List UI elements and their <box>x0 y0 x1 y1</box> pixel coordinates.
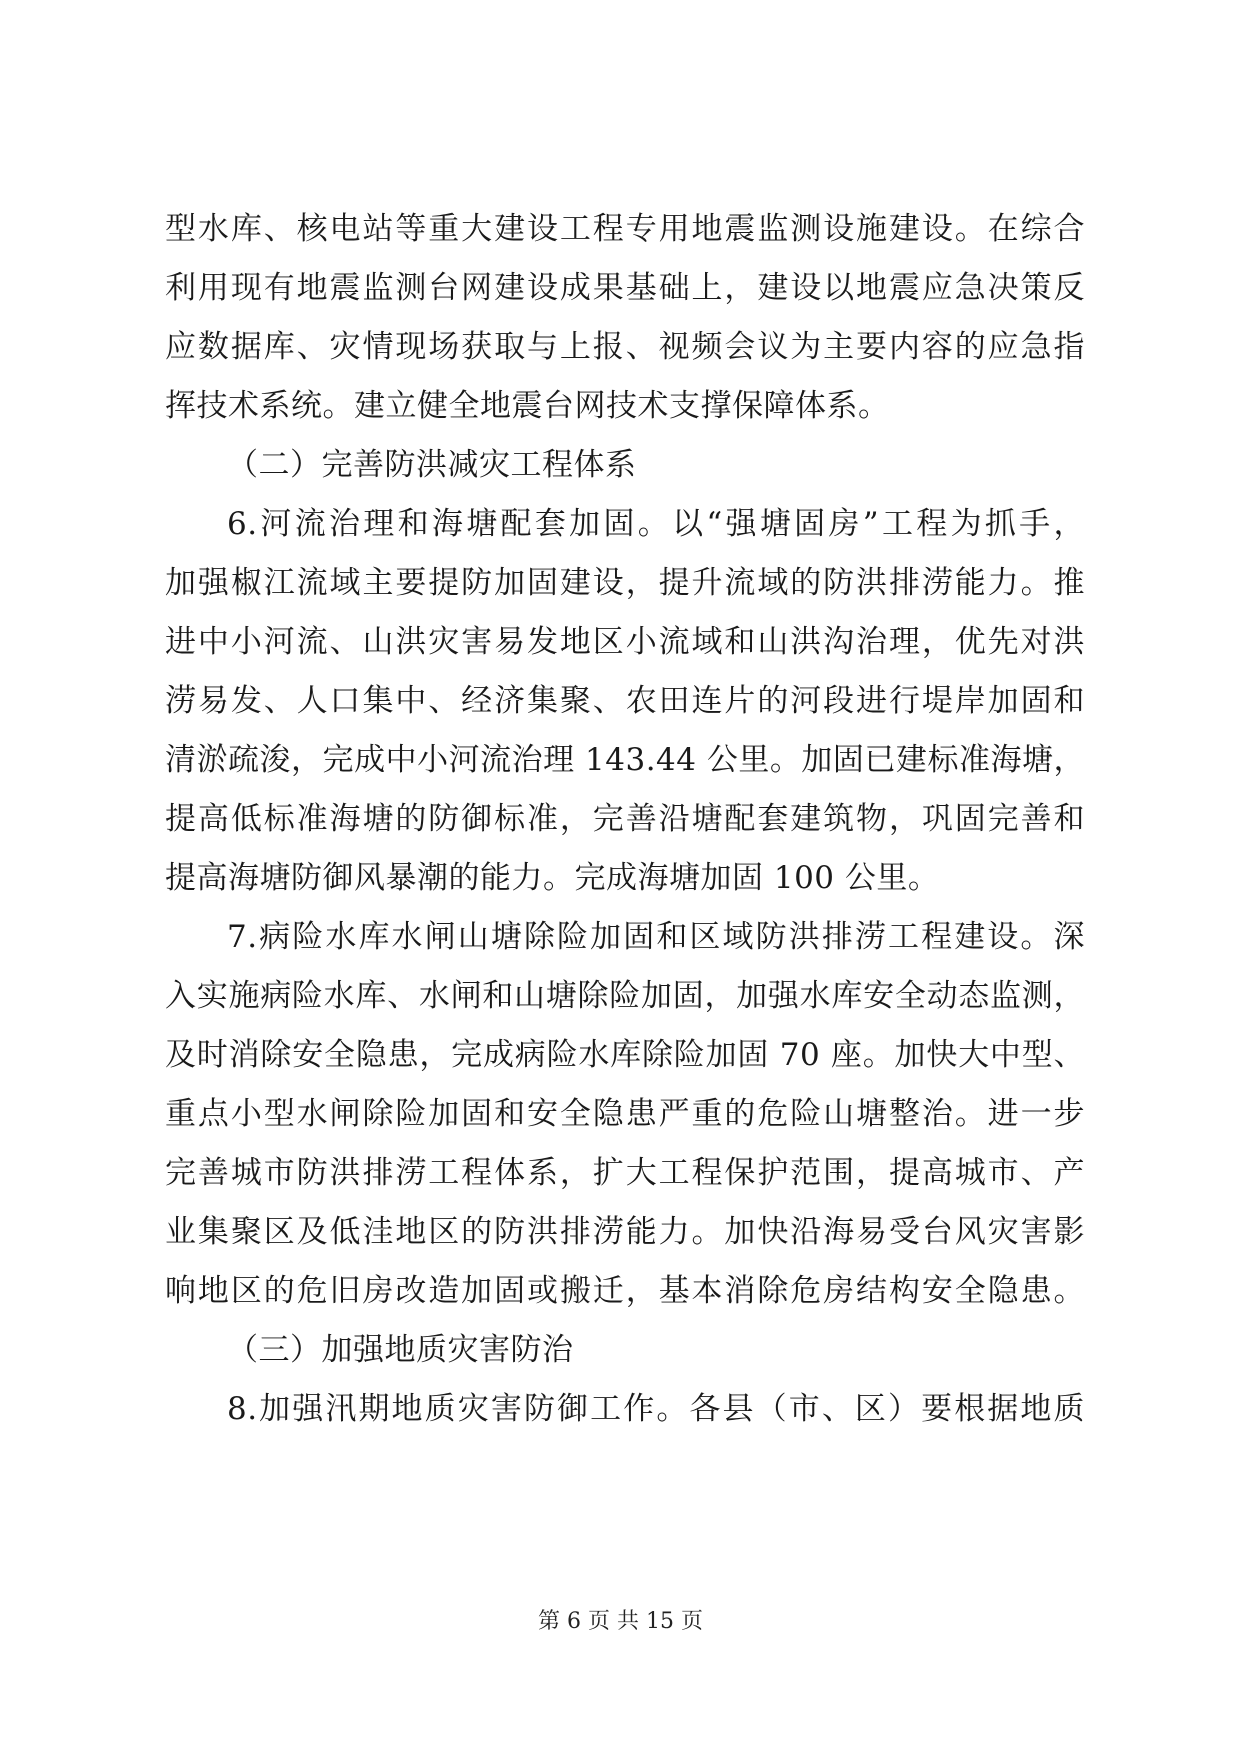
text-line: 及时消除安全隐患，完成病险水库除险加固 70 座。加快大中型、 <box>165 1037 1085 1073</box>
text-line: 加强椒江流域主要提防加固建设，提升流域的防洪排涝能力。推 <box>165 565 1085 601</box>
text-line: 8.加强汛期地质灾害防御工作。各县（市、区）要根据地质 <box>227 1391 1085 1427</box>
text-line: 清淤疏浚，完成中小河流治理 143.44 公里。加固已建标准海塘， <box>165 742 1085 778</box>
page-footer: 第 6 页 共 15 页 <box>538 1609 703 1634</box>
text-line: 完善城市防洪排涝工程体系，扩大工程保护范围，提高城市、产 <box>165 1155 1085 1191</box>
text-line: 利用现有地震监测台网建设成果基础上，建设以地震应急决策反 <box>165 270 1085 306</box>
text-line: 业集聚区及低洼地区的防洪排涝能力。加快沿海易受台风灾害影 <box>165 1214 1085 1250</box>
text-line: 响地区的危旧房改造加固或搬迁，基本消除危房结构安全隐患。 <box>165 1273 1085 1309</box>
text-line: 挥技术系统。建立健全地震台网技术支撑保障体系。 <box>165 388 890 424</box>
text-line: 提高低标准海塘的防御标准，完善沿塘配套建筑物，巩固完善和 <box>165 801 1085 837</box>
text-line: 重点小型水闸除险加固和安全隐患严重的危险山塘整治。进一步 <box>165 1096 1085 1132</box>
text-line: 型水库、核电站等重大建设工程专用地震监测设施建设。在综合 <box>165 211 1085 247</box>
text-line: 涝易发、人口集中、经济集聚、农田连片的河段进行堤岸加固和 <box>165 683 1085 719</box>
text-line: 进中小河流、山洪灾害易发地区小流域和山洪沟治理，优先对洪 <box>165 624 1085 660</box>
text-line: 提高海塘防御风暴潮的能力。完成海塘加固 100 公里。 <box>165 860 940 896</box>
text-line: 应数据库、灾情现场获取与上报、视频会议为主要内容的应急指 <box>165 329 1085 365</box>
body-text <box>165 200 1085 1439</box>
text-line: 入实施病险水库、水闸和山塘除险加固，加强水库安全动态监测， <box>165 978 1085 1014</box>
section-heading: （二）完善防洪减灾工程体系 <box>227 447 637 483</box>
text-line: 7.病险水库水闸山塘除险加固和区域防洪排涝工程建设。深 <box>227 919 1085 955</box>
text-line: 6.河流治理和海塘配套加固。以“强塘固房”工程为抓手， <box>227 506 1085 542</box>
section-heading: （三）加强地质灾害防治 <box>227 1332 574 1368</box>
